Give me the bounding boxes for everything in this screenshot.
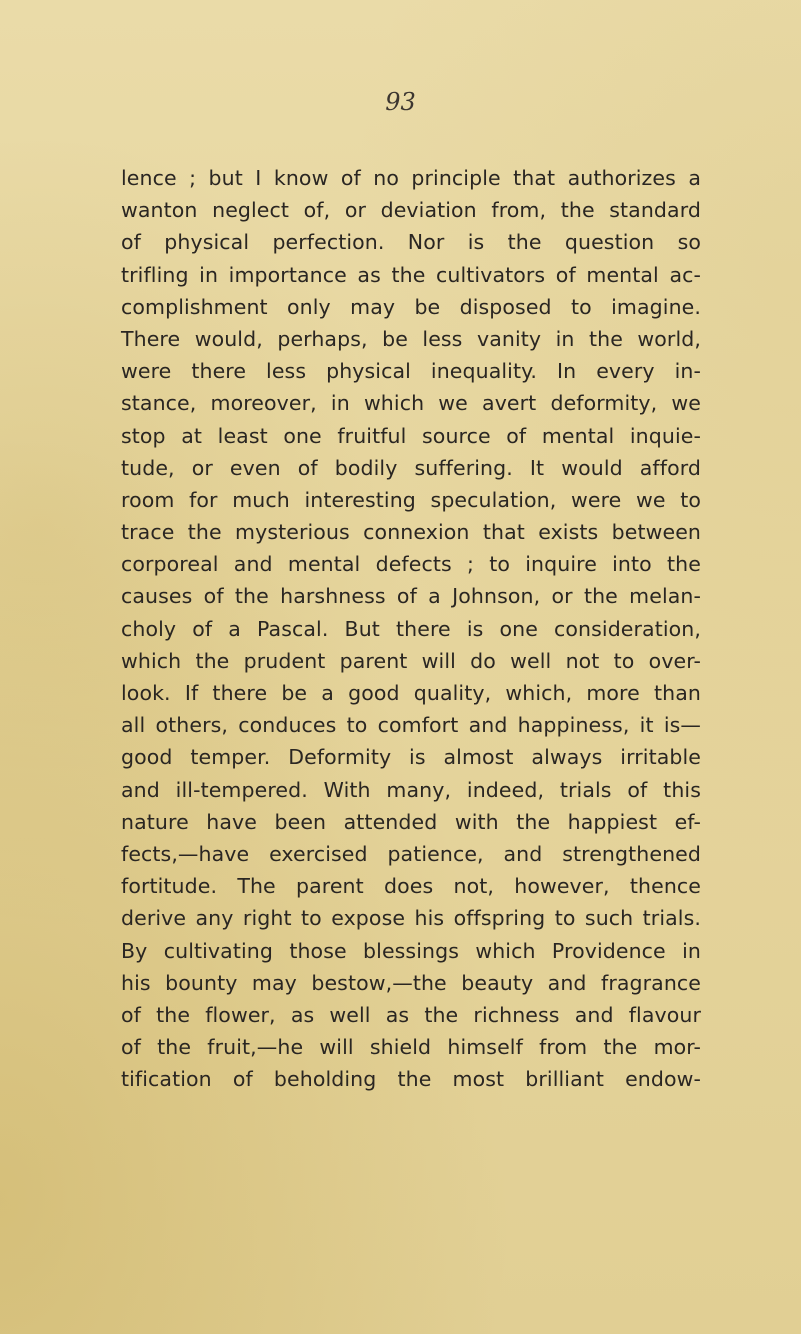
text-line: There would, perhaps, be less vanity in the world, bbox=[121, 326, 701, 351]
text-line: all others, conduces to comfort and happiness, it is— bbox=[121, 713, 701, 738]
text-line: complishment only may be disposed to imagine. bbox=[121, 294, 701, 319]
text-line: trifling in importance as the cultivators of mental ac- bbox=[121, 262, 701, 287]
text-line: By cultivating those blessings which Providence in bbox=[121, 938, 701, 963]
text-line: were there less physical inequality. In every in- bbox=[121, 359, 701, 384]
text-line: nature have been attended with the happiest ef- bbox=[121, 809, 701, 834]
text-line: derive any right to expose his offspring to such trials. bbox=[121, 906, 701, 931]
text-line: tification of beholding the most brilliant endow- bbox=[121, 1067, 701, 1092]
text-line: tude, or even of bodily suffering. It would afford bbox=[121, 455, 701, 480]
text-line: fects,—have exercised patience, and strengthened bbox=[121, 841, 701, 866]
text-line: good temper. Deformity is almost always irritable bbox=[121, 745, 701, 770]
text-line: which the prudent parent will do well not to over- bbox=[121, 648, 701, 673]
text-line: fortitude. The parent does not, however, thence bbox=[121, 874, 701, 899]
text-line: stance, moreover, in which we avert deformity, we bbox=[121, 391, 701, 416]
text-line: trace the mysterious connexion that exists between bbox=[121, 520, 701, 545]
text-line: and ill-tempered. With many, indeed, trials of this bbox=[121, 777, 701, 802]
text-line: stop at least one fruitful source of mental inquie- bbox=[121, 423, 701, 448]
text-line: wanton neglect of, or deviation from, the standard bbox=[121, 198, 701, 223]
text-line: of the flower, as well as the richness and flavour bbox=[121, 1002, 701, 1027]
page-number: 93 bbox=[385, 88, 416, 116]
text-line: corporeal and mental defects ; to inquire into the bbox=[121, 552, 701, 577]
text-line: lence ; but I know of no principle that authorizes a bbox=[121, 166, 701, 190]
text-line: of the fruit,—he will shield himself from the mor- bbox=[121, 1035, 701, 1060]
text-line: causes of the harshness of a Johnson, or the melan- bbox=[121, 584, 701, 609]
text-line: his bounty may bestow,—the beauty and fragrance bbox=[121, 970, 701, 995]
text-line: choly of a Pascal. But there is one consideration, bbox=[121, 616, 701, 641]
text-line: look. If there be a good quality, which, more than bbox=[121, 681, 701, 705]
body-text bbox=[121, 162, 701, 1095]
text-line: of physical perfection. Nor is the question so bbox=[121, 230, 701, 255]
text-line: room for much interesting speculation, were we to bbox=[121, 487, 701, 512]
